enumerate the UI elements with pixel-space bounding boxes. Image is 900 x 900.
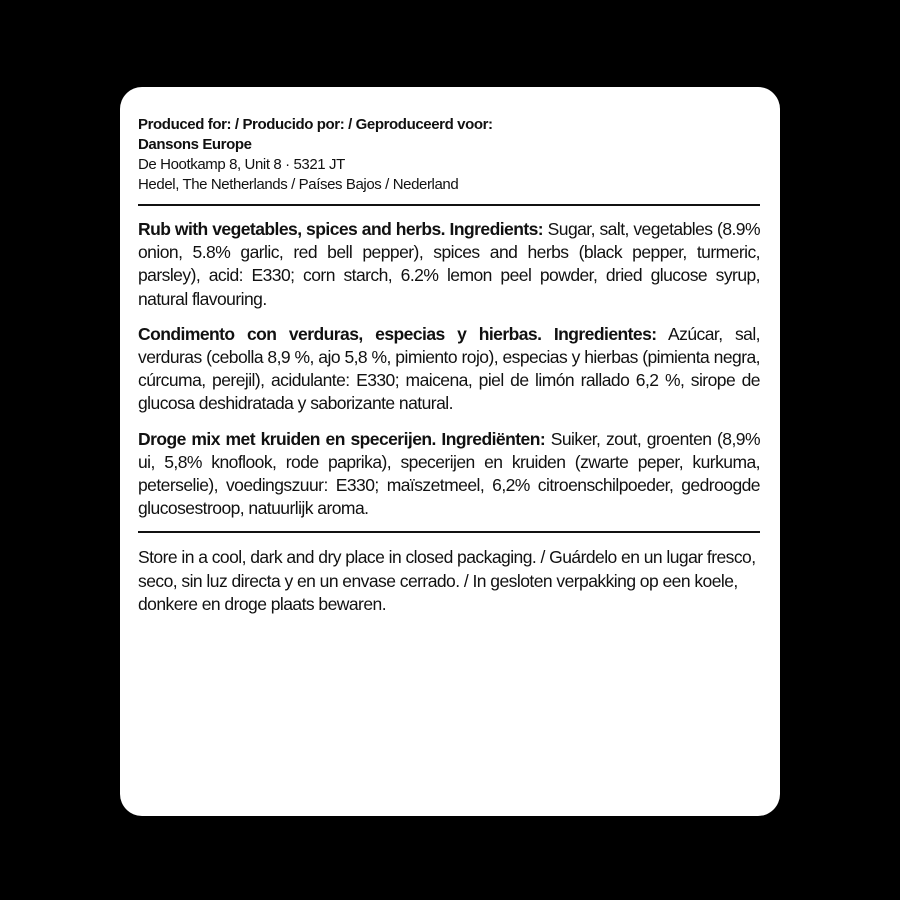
ingredients-spanish-title: Condimento con verduras, especias y hierbas. Ingredientes:	[138, 323, 657, 344]
ingredients-english-title: Rub with vegetables, spices and herbs. Ingredients:	[138, 219, 544, 239]
ingredients-spanish	[138, 323, 760, 416]
ingredients-english	[138, 218, 760, 311]
ingredients-dutch-title: Droge mix met kruiden en specerijen. Ingrediënten:	[138, 428, 546, 449]
product-label	[120, 87, 780, 816]
ingredients-dutch	[138, 428, 760, 521]
ingredients-dutch-text: Suiker, zout, groenten (8,9% ui, 5,8% knoflook, rode paprika), specerijen en kruiden (zwarte peper, kurkuma, peterselie), voedingszuur: E330; maïszetmeel, 6,2% citroenschilpoeder, gedroogde glucosestroop, natuurlijk aroma.	[138, 428, 760, 519]
producer-heading: Produced for: / Producido por: / Geproduceerd voor:	[138, 116, 493, 133]
ingredients-spanish-text: Azúcar, sal, verduras (cebolla 8,9 %, ajo 5,8 %, pimiento rojo), especias y hierbas (pimienta negra, cúrcuma, perejil), acidulante: E330; maicena, piel de limón rallado 6,2 %, sirope de glucosa deshidratada y saborizante natural.	[138, 323, 760, 414]
ingredients-english-text: Sugar, salt, vegetables (8.9% onion, 5.8% garlic, red bell pepper), spices and herbs (black pepper, turmeric, parsley), acid: E330; corn starch, 6.2% lemon peel powder, dried glucose syrup, natural flavouring.	[138, 219, 761, 309]
storage-instructions: Store in a cool, dark and dry place in closed packaging. / Guárdelo en un lugar fresco, seco, sin luz directa y en un envase cerrado. / In gesloten verpakking op een koele, donkere en droge plaats bewaren.	[138, 547, 756, 614]
producer-address-line2: Hedel, The Netherlands / Países Bajos / Nederland	[138, 176, 459, 193]
producer-address-line1: De Hootkamp 8, Unit 8 · 5321 JT	[138, 156, 345, 173]
ingredients-block	[138, 206, 760, 520]
producer-block	[138, 115, 760, 195]
producer-company: Dansons Europe	[138, 136, 252, 153]
